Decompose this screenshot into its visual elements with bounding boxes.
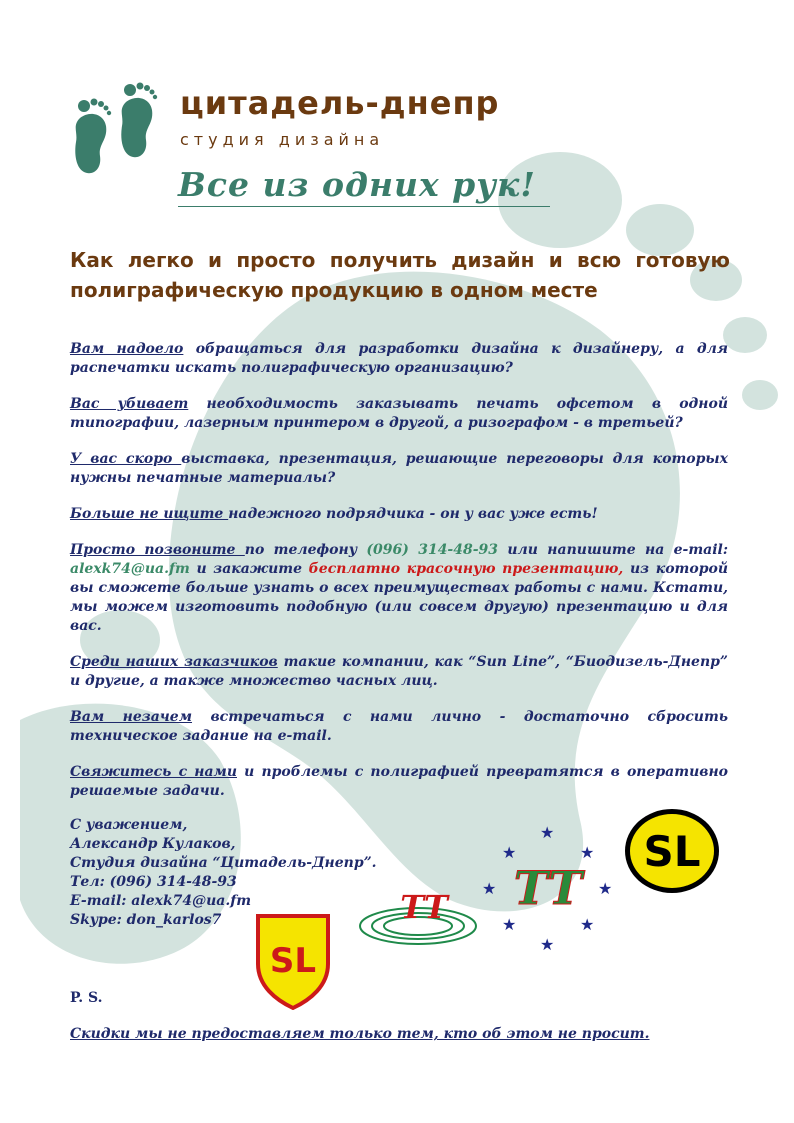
sun-line-shield-logo [254,912,332,1010]
phone-number: (096) 314-48-93 [366,542,499,558]
footprints-icon [70,80,170,180]
paragraph-text: выставка, презентация, решающие переговоры для которых нужны печатные материалы? [70,451,728,486]
svg-text:★: ★ [502,843,517,862]
sl-shield-text: SL [269,941,317,981]
paragraph-lead: Больше не ищите [70,506,229,522]
signature-email[interactable]: E-mail: alexk74@ua.fm [70,893,252,909]
paragraph-text: или напишите на e-mail: [498,542,729,558]
paragraph-text: из которой вы сможете больше узнать о всех преимуществах работы с нами. Кстати, мы можем изготовить подобную (или совсем другую) презентацию и для вас. [70,561,729,634]
svg-text:★: ★ [540,823,555,842]
brand-name: цитадель-днепр [180,84,500,122]
tt-logo-text: ТТ [513,861,583,915]
body-text [70,340,728,818]
paragraph-text: встречаться с нами лично - достаточно сбросить техническое задание на e-mail. [70,709,728,744]
paragraph-lead: Свяжитесь с нами [70,764,237,780]
signature-name: Александр Кулаков, [70,836,236,852]
svg-text:★: ★ [502,915,517,934]
tt-orbit-text: ТТ [400,888,448,926]
headline-line-1: Как легко и просто получить дизайн и всю готовую [70,248,730,272]
slogan-underline [178,206,550,207]
paragraph [70,763,728,801]
paragraph-lead: Вас убивает [70,396,189,412]
slogan: Все из одних рук! [178,165,536,204]
paragraph [70,653,728,691]
sl-logo-text: SL [643,827,701,876]
paragraph-contact [70,541,728,636]
paragraph-text: по телефону [244,542,367,558]
signature-skype: Skype: don_karlos7 [70,912,222,928]
signature-greeting: С уважением, [70,817,188,833]
signature-studio: Студия дизайна “Цитадель-Днепр”. [70,855,377,871]
paragraph [70,395,728,433]
paragraph [70,505,728,524]
paragraph-text: и закажите [189,561,309,577]
headline [70,245,730,305]
svg-text:★: ★ [580,843,595,862]
paragraph-text: надежного подрядчика - он у вас уже есть! [228,506,598,522]
postscript-label: P. S. [70,990,103,1006]
paragraph [70,450,728,488]
svg-text:★: ★ [540,935,555,954]
paragraph-lead: Просто позвоните [70,542,245,558]
paragraph-text: обращаться для разработки дизайна к дизайнеру, а для распечатки искать полиграфическую организацию? [70,341,728,376]
email-link[interactable]: alexk74@ua.fm [70,561,190,577]
paragraph-text: и проблемы с полиграфией превратятся в оперативно решаемые задачи. [70,764,728,799]
paragraph-lead: У вас скоро [70,451,182,467]
svg-text:★: ★ [482,879,497,898]
svg-text:★: ★ [598,879,613,898]
paragraph [70,340,728,378]
footer-note: Скидки мы не предоставляем только тем, кто об этом не просит. [70,1026,650,1042]
paragraph-text: необходимость заказывать печать офсетом в одной типографии, лазерным принтером в другой, а ризографом - в третьей? [70,396,729,431]
headline-line-2: полиграфическую продукцию в одном месте [70,278,598,302]
tt-orbit-logo [356,878,486,954]
paragraph-lead: Среди наших заказчиков [70,654,278,670]
signature-phone: Тел: (096) 314-48-93 [70,874,237,890]
paragraph-lead: Вам надоело [70,341,184,357]
tt-stars-logo [478,822,618,958]
paragraph-lead: Вам незачем [70,709,193,725]
svg-text:★: ★ [580,915,595,934]
paragraph [70,708,728,746]
paragraph-text: такие компании, как “Sun Line”, “Биодизель-Днепр” и другие, а также множество часных лиц. [70,654,728,689]
brand-subtitle: студия дизайна [180,130,385,149]
sun-line-circle-logo [622,806,722,896]
free-presentation-highlight: бесплатно красочную презентацию, [308,561,624,577]
